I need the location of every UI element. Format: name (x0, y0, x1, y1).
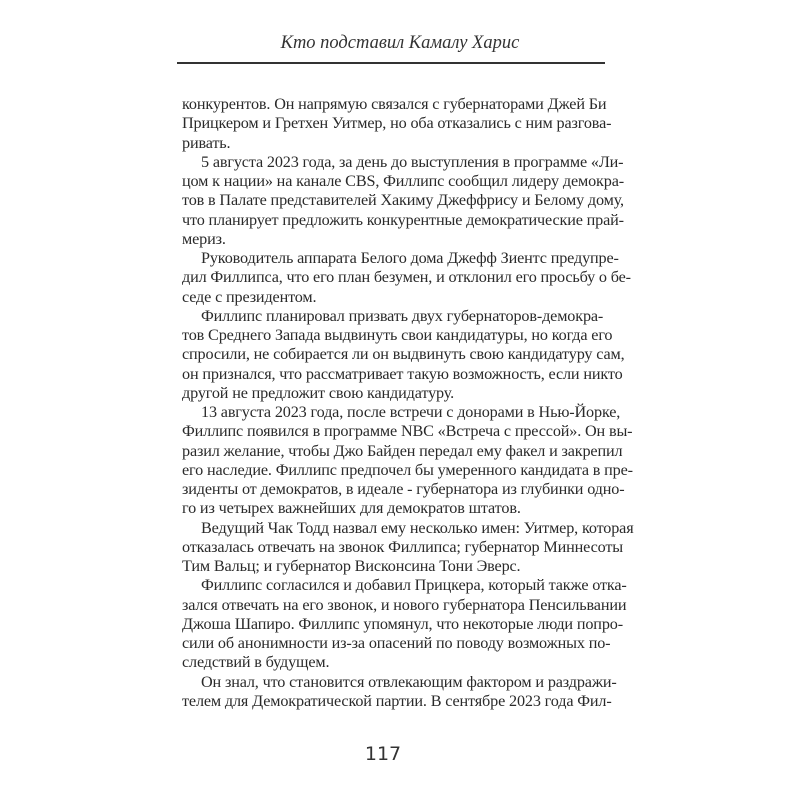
text-line (182, 114, 612, 133)
text-line-content: он признался, что рассматривает такую возможность, если никто (182, 364, 623, 383)
text-line-content: Филлипс согласился и добавил Прицкера, который также отка- (201, 576, 627, 595)
text-line (182, 595, 627, 615)
text-line (182, 191, 624, 210)
text-line (182, 460, 633, 480)
text-line (182, 345, 625, 364)
text-line (182, 230, 603, 249)
text-line-content: Тим Вальц; и губернатор Висконсина Тони Эверс. (182, 557, 521, 575)
text-line-content: следствий в будущем. (182, 653, 330, 672)
text-line (182, 557, 603, 576)
text-line (182, 172, 624, 191)
body-text (182, 95, 634, 711)
text-line (182, 268, 631, 287)
text-line-content: Ведущий Чак Тодд назвал ему несколько имен: Уитмер, которая (201, 518, 634, 537)
text-line (182, 134, 603, 153)
text-line-content: Джоша Шапиро. Филлипс упомянул, что некоторые люди попро- (182, 614, 623, 633)
text-line-content: седе с президентом. (182, 287, 317, 306)
text-line-content: конкурентов. Он напрямую связался с губернаторами Джей Би (182, 95, 607, 113)
text-line-content: спросили, не собирается ли он выдвинуть свою кандидатуру сам, (182, 345, 625, 364)
text-line-content: Он знал, что становится отвлекающим фактором и раздражи- (201, 672, 617, 691)
text-line-content: зиденты от демократов, в идеале - губернатора из глубинки одно- (182, 480, 625, 498)
text-line-content: Филлипс планировал призвать двух губернаторов-демокра- (201, 306, 604, 325)
text-line (182, 691, 612, 711)
text-line-content: го из четырех важнейших для демократов штатов. (182, 499, 521, 518)
text-line (182, 210, 624, 230)
text-line-content: разил желание, чтобы Джо Байден передал ему факел и закрепил (182, 441, 623, 460)
text-line (182, 384, 603, 403)
header-rule (177, 62, 605, 64)
text-line-content: цом к нации» на канале CBS, Филлипс сообщил лидеру демокра- (182, 172, 624, 190)
text-line-content: что планирует предложить конкурентные демократические прай- (182, 210, 624, 229)
text-line-content: Прицкером и Гретхен Уитмер, но оба отказались с ним разгова- (182, 114, 612, 133)
running-head: Кто подставил Камалу Харис (280, 33, 520, 53)
text-line (182, 518, 634, 538)
text-line (182, 326, 613, 345)
text-line-content: зался отвечать на его звонок, и нового губернатора Пенсильвании (182, 595, 627, 614)
text-line-content: Филлипс появился в программе NBC «Встреча с прессой». Он вы- (182, 422, 633, 441)
text-line (182, 499, 603, 518)
text-line (182, 672, 617, 692)
text-line-content: Руководитель аппарата Белого дома Джефф Зиентс предупре- (201, 249, 619, 267)
text-line (182, 537, 624, 557)
text-line-content: тов в Палате представителей Хакиму Джеффрису и Белому дому, (182, 191, 624, 210)
text-line-content: мериз. (182, 229, 226, 248)
text-line (182, 614, 623, 634)
text-line (182, 288, 603, 307)
text-line-content: сили об анонимности из-за опасений по поводу возможных по- (182, 634, 611, 652)
text-line (182, 95, 607, 114)
text-line (182, 653, 603, 672)
text-line (182, 576, 627, 595)
text-line (182, 480, 625, 499)
text-line-content: 13 августа 2023 года, после встречи с донорами в Нью-Йорке, (201, 403, 621, 421)
page-number: 117 (364, 743, 402, 765)
text-line (182, 634, 611, 653)
text-line (182, 403, 621, 422)
text-line-content: другой не предложит свою кандидатуру. (182, 383, 454, 402)
text-line (182, 307, 603, 326)
text-line (182, 152, 624, 172)
text-line-content: 5 августа 2023 года, за день до выступления в программе «Ли- (201, 152, 624, 171)
text-line-content: тов Среднего Запада выдвинуть свои кандидатуры, но когда его (182, 326, 613, 344)
text-line-content: его наследие. Филлипс предпочел бы умеренного кандидата в пре- (182, 460, 633, 479)
text-line-content: дил Филлипса, что его план безумен, и отклонил его просьбу о бе- (182, 268, 631, 287)
text-line (182, 364, 623, 384)
text-line-content: ривать. (182, 133, 231, 152)
text-line-content: телем для Демократической партии. В сентябре 2023 года Фил- (182, 691, 612, 710)
text-line (182, 422, 633, 441)
text-line-content: отказалась отвечать на звонок Филлипса; губернатор Миннесоты (182, 537, 624, 556)
text-line (182, 441, 623, 461)
text-line (182, 249, 619, 268)
